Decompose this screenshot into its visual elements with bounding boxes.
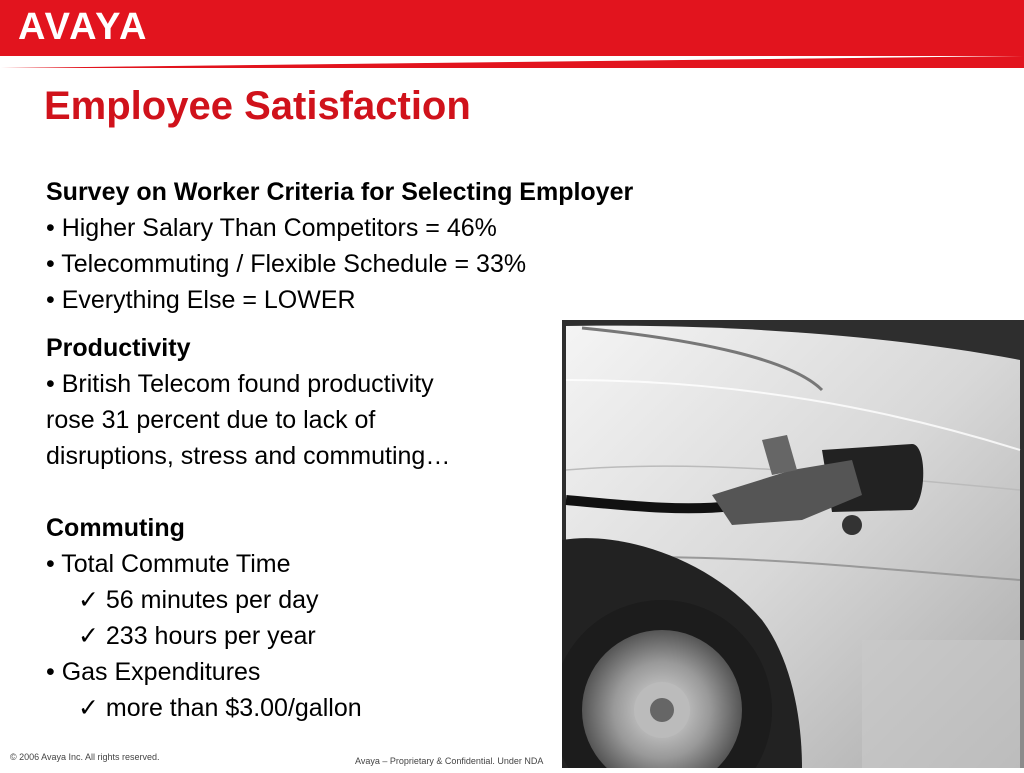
commuting-subitem: ✓ 56 minutes per day xyxy=(78,586,319,614)
commuting-subitem: ✓ more than $3.00/gallon xyxy=(78,694,362,722)
commuting-subitem: ✓ 233 hours per year xyxy=(78,622,316,650)
survey-item: • Everything Else = LOWER xyxy=(46,286,356,314)
commuting-item: • Total Commute Time xyxy=(46,550,291,578)
slide-body xyxy=(46,174,634,726)
footer-copyright: © 2006 Avaya Inc. All rights reserved. xyxy=(10,752,160,762)
productivity-line: disruptions, stress and commuting… xyxy=(46,442,451,470)
page-title: Employee Satisfaction xyxy=(44,84,471,128)
car-fueling-photo xyxy=(562,320,1024,768)
car-fueling-illustration xyxy=(562,320,1024,768)
survey-item: • Higher Salary Than Competitors = 46% xyxy=(46,214,497,242)
header-bar xyxy=(0,0,1024,56)
commuting-heading: Commuting xyxy=(46,514,185,542)
commuting-item: • Gas Expenditures xyxy=(46,658,261,686)
productivity-line: • British Telecom found productivity xyxy=(46,370,434,398)
footer-confidential: Avaya – Proprietary & Confidential. Under NDA xyxy=(355,756,544,766)
productivity-heading: Productivity xyxy=(46,334,191,362)
avaya-logo: AVAYA xyxy=(18,6,149,48)
survey-item: • Telecommuting / Flexible Schedule = 33% xyxy=(46,250,527,278)
header-swoosh xyxy=(0,56,1024,68)
productivity-line: rose 31 percent due to lack of xyxy=(46,406,376,434)
survey-heading: Survey on Worker Criteria for Selecting Employer xyxy=(46,178,634,206)
